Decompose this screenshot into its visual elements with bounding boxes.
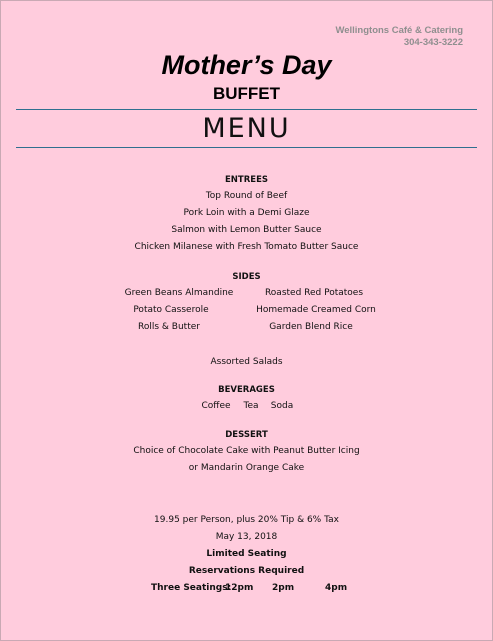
event-date: May 13, 2018 <box>215 532 278 542</box>
entree-item: Pork Loin with a Demi Glaze <box>183 208 310 218</box>
limited-seating: Limited Seating <box>206 549 287 559</box>
menu-heading: MENU <box>202 113 291 144</box>
seatings-label: Three Seatings: <box>151 583 232 593</box>
dessert-heading: DESSERT <box>225 430 268 440</box>
beverage-item: Tea <box>243 401 259 411</box>
page-title: Mother’s Day <box>161 50 332 80</box>
entrees-heading: ENTREES <box>225 175 268 185</box>
reservations-required: Reservations Required <box>188 566 305 576</box>
side-item: Potato Casserole <box>133 305 209 315</box>
seating-time: 12pm <box>225 583 254 593</box>
dessert-line: or Mandarin Orange Cake <box>188 463 305 473</box>
business-info <box>335 25 463 49</box>
seating-time: 2pm <box>272 583 295 593</box>
entree-item: Chicken Milanese with Fresh Tomato Butter Sauce <box>134 242 359 252</box>
beverage-item: Coffee <box>201 401 231 411</box>
top-divider <box>16 109 477 110</box>
sides-heading: SIDES <box>232 272 261 282</box>
side-item: Garden Blend Rice <box>269 322 353 332</box>
bottom-divider <box>16 147 477 148</box>
business-name: Wellingtons Café & Catering <box>335 25 463 36</box>
page-subtitle: BUFFET <box>212 84 281 103</box>
business-phone: 304-343-3222 <box>403 37 463 48</box>
seating-time: 4pm <box>325 583 348 593</box>
dessert-line: Choice of Chocolate Cake with Peanut Butter Icing <box>133 446 360 456</box>
side-item: Green Beans Almandine <box>124 288 234 298</box>
side-item: Rolls & Butter <box>138 322 200 332</box>
salads-item: Assorted Salads <box>210 357 283 367</box>
side-item: Roasted Red Potatoes <box>264 288 364 298</box>
entree-item: Salmon with Lemon Butter Sauce <box>171 225 322 235</box>
price-text: 19.95 per Person, plus 20% Tip & 6% Tax <box>154 515 339 525</box>
side-item: Homemade Creamed Corn <box>256 305 376 315</box>
beverage-item: Soda <box>270 401 294 411</box>
entree-item: Top Round of Beef <box>205 191 288 201</box>
beverages-heading: BEVERAGES <box>218 385 275 395</box>
